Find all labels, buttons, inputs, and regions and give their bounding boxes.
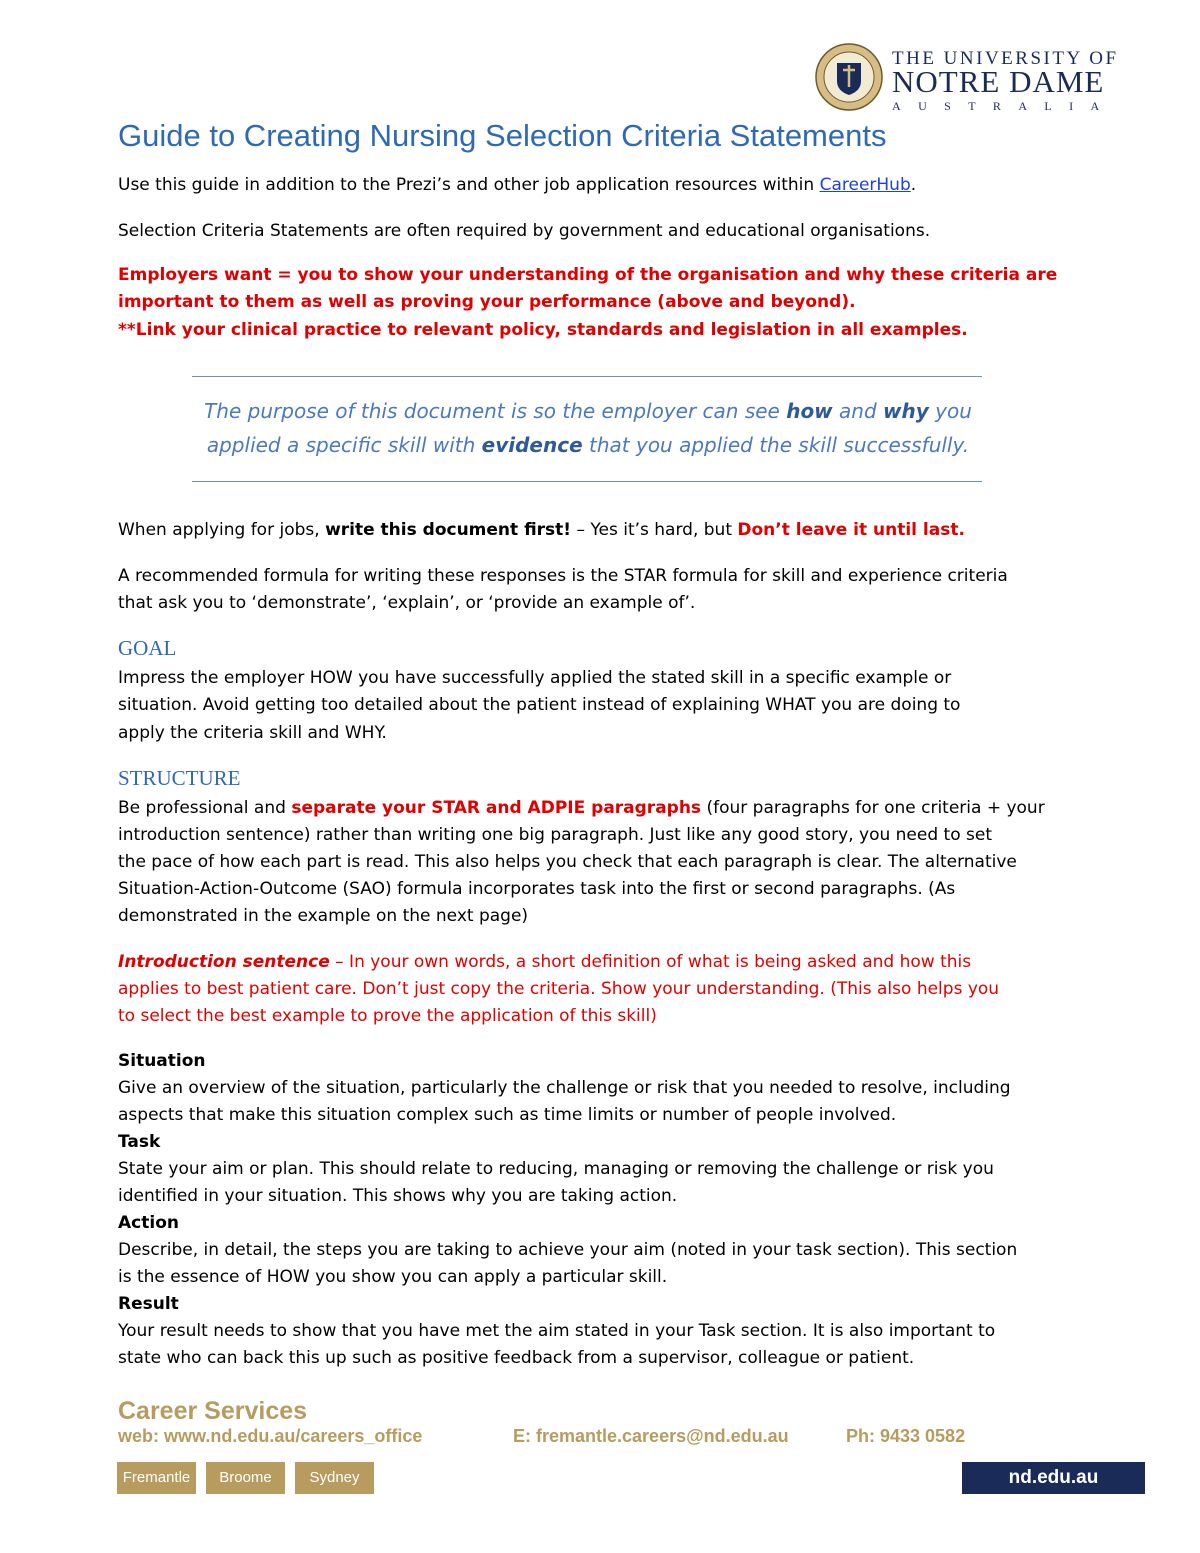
action-line-2: is the essence of HOW you show you can apply a particular skill. [118,1267,668,1287]
footer-phone: Ph: 9433 0582 [846,1426,966,1446]
university-crest-icon [815,43,883,111]
task-line-2: identified in your situation. This shows why you are taking action. [118,1186,678,1206]
structure-line-3: the pace of how each part is read. This also helps you check that each paragraph is clear. The alternative [118,852,1017,872]
applying-line: When applying for jobs, write this document first! – Yes it’s hard, but Don’t leave it until last. [118,520,965,540]
result-line-1: Your result needs to show that you have met the aim stated in your Task section. It is also important to [118,1321,996,1341]
action-heading: Action [118,1213,179,1233]
logo-line-university-of: THE UNIVERSITY OF [892,48,1119,69]
intro-sentence-line-2: applies to best patient care. Don’t just copy the criteria. Show your understanding. (This also helps you [118,979,1000,999]
goal-heading: GOAL [118,636,177,660]
formula-line-2: that ask you to ‘demonstrate’, ‘explain’, or ‘provide an example of’. [118,593,696,613]
purpose-quote: The purpose of this document is so the employer can see how and why you applied a specific skill with evidence that you applied the skill successfully. [204,399,972,457]
structure-line-4: Situation-Action-Outcome (SAO) formula incorporates task into the first or second paragraphs. (As [118,879,956,899]
campus-broome[interactable]: Broome [206,1462,285,1494]
task-heading: Task [118,1132,161,1152]
employers-line-3: **Link your clinical practice to relevant policy, standards and legislation in all examples. [118,320,968,340]
employers-line-1: Employers want = you to show your understanding of the organisation and why these criteria are [118,265,1058,285]
goal-line-1: Impress the employer HOW you have successfully applied the stated skill in a specific example or [118,668,952,688]
structure-line-5: demonstrated in the example on the next page) [118,906,529,926]
result-heading: Result [118,1294,179,1314]
structure-line-2: introduction sentence) rather than writing one big paragraph. Just like any good story, you need to set [118,825,992,845]
logo-line-notre-dame: NOTRE DAME [892,64,1105,99]
situation-line-1: Give an overview of the situation, particularly the challenge or risk that you needed to resolve, including [118,1078,1011,1098]
action-line-1: Describe, in detail, the steps you are taking to achieve your aim (noted in your task section). This section [118,1240,1018,1260]
footer-email[interactable]: E: fremantle.careers@nd.edu.au [513,1426,789,1446]
employers-line-2: important to them as well as proving your performance (above and beyond). [118,292,856,312]
result-line-2: state who can back this up such as positive feedback from a supervisor, colleague or patient. [118,1348,915,1368]
intro-line-2: Selection Criteria Statements are often required by government and educational organisations. [118,221,931,241]
goal-line-3: apply the criteria skill and WHY. [118,723,387,743]
page-title: Guide to Creating Nursing Selection Criteria Statements [118,118,887,153]
intro-line-1: Use this guide in addition to the Prezi’s and other job application resources within CareerHub. [118,175,917,195]
campus-sydney[interactable]: Sydney [295,1462,374,1494]
intro-sentence-line-1: Introduction sentence – In your own words, a short definition of what is being asked and how this [118,952,972,972]
situation-heading: Situation [118,1051,206,1071]
situation-line-2: aspects that make this situation complex such as time limits or number of people involved. [118,1105,897,1125]
quote-top-rule [192,376,982,377]
quote-bottom-rule [192,481,982,482]
goal-line-2: situation. Avoid getting too detailed about the patient instead of explaining WHAT you are doing to [118,695,961,715]
site-url-badge[interactable]: nd.edu.au [962,1462,1145,1494]
structure-line-1: Be professional and separate your STAR and ADPIE paragraphs (four paragraphs for one criteria + your [118,798,1045,818]
footer-web[interactable]: web: www.nd.edu.au/careers_office [118,1426,423,1446]
formula-line-1: A recommended formula for writing these responses is the STAR formula for skill and experience criteria [118,566,1008,586]
careerhub-link[interactable]: CareerHub [819,175,911,195]
career-services-title: Career Services [118,1397,308,1425]
structure-heading: STRUCTURE [118,766,241,790]
intro-sentence-line-3: to select the best example to prove the application of this skill) [118,1006,657,1026]
campus-fremantle[interactable]: Fremantle [117,1462,196,1494]
task-line-1: State your aim or plan. This should relate to reducing, managing or removing the challenge or risk you [118,1159,994,1179]
logo-line-australia: AUSTRALIA [892,99,1117,113]
